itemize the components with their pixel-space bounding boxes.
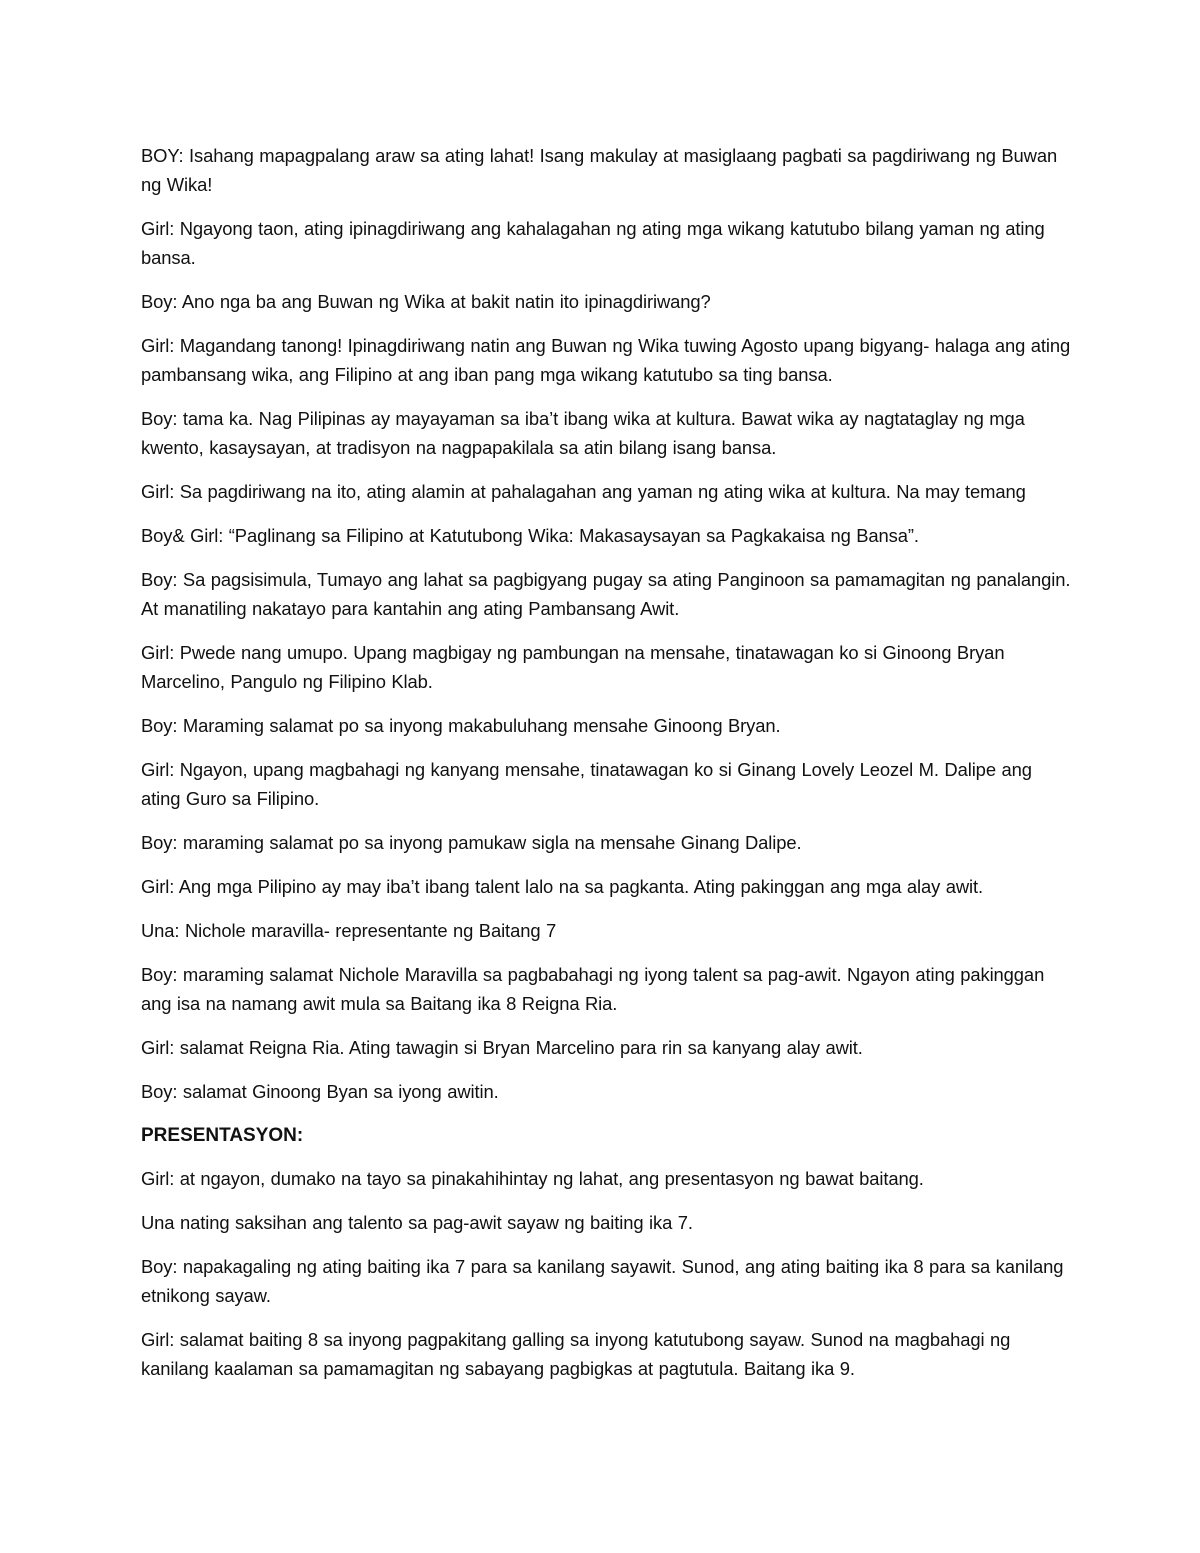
paragraph-girl-thanks-reigna: Girl: salamat Reigna Ria. Ating tawagin si Bryan Marcelino para rin sa kanyang alay awit. [141, 1037, 863, 1058]
paragraph-boy-greeting: BOY: Isahang mapagpalang araw sa ating lahat! Isang makulay at masiglaang pagbati sa pagdiriwang ng Buwan ng Wika! [141, 145, 1058, 195]
paragraph-girl-this-year: Girl: Ngayong taon, ating ipinagdiriwang ang kahalagahan ng ating mga wikang katutubo bilang yaman ng ating bansa. [141, 218, 1045, 268]
paragraph-boy-grade-8: Boy: napakagaling ng ating baiting ika 7 para sa kanilang sayawit. Sunod, ang ating baiting ika 8 para sa kanilang etnikong sayaw. [141, 1256, 1064, 1306]
paragraph-girl-songs: Girl: Ang mga Pilipino ay may iba’t ibang talent lalo na sa pagkanta. Ating pakinggan ang mga alay awit. [141, 876, 984, 897]
paragraph-grade-7: Una nating saksihan ang talento sa pag-awit sayaw ng baiting ika 7. [141, 1212, 693, 1233]
paragraph-boy-prayer: Boy: Sa pagsisimula, Tumayo ang lahat sa pagbigyang pugay sa ating Panginoon sa pamamagitan ng panalangin. At manatiling nakatayo para kantahin ang ating Pambansang Awit. [141, 569, 1071, 619]
paragraph-boy-thanks-byan: Boy: salamat Ginoong Byan sa iyong awitin. [141, 1081, 499, 1102]
paragraph-first-performer: Una: Nichole maravilla- representante ng Baitang 7 [141, 920, 557, 941]
paragraph-boy-thanks-nichole: Boy: maraming salamat Nichole Maravilla sa pagbabahagi ng iyong talent sa pag-awit. Ngayon ating pakinggan ang isa na namang awit mula sa Baitang ika 8 Reigna Ria. [141, 964, 1045, 1014]
paragraph-girl-answer: Girl: Magandang tanong! Ipinagdiriwang natin ang Buwan ng Wika tuwing Agosto upang bigyang- halaga ang ating pambansang wika, ang Filipino at ang iban pang mga wikang katutubo sa ting bansa. [141, 335, 1071, 385]
document-body [141, 141, 1071, 1398]
paragraph-girl-grade-9: Girl: salamat baiting 8 sa inyong pagpakitang galling sa inyong katutubong sayaw. Sunod na magbahagi ng kanilang kaalaman sa pamamagitan ng sabayang pagbigkas at pagtutula. Baitang ika 9. [141, 1329, 1011, 1379]
paragraph-girl-theme-intro: Girl: Sa pagdiriwang na ito, ating alamin at pahalagahan ang yaman ng ating wika at kultura. Na may temang [141, 481, 1026, 502]
paragraph-boy-question: Boy: Ano nga ba ang Buwan ng Wika at bakit natin ito ipinagdiriwang? [141, 291, 711, 312]
paragraph-boy-culture: Boy: tama ka. Nag Pilipinas ay mayayaman sa iba’t ibang wika at kultura. Bawat wika ay nagtataglay ng mga kwento, kasaysayan, at tradisyon na nagpapakilala sa atin bilang isang bansa. [141, 408, 1025, 458]
paragraph-girl-presentations: Girl: at ngayon, dumako na tayo sa pinakahihintay ng lahat, ang presentasyon ng bawat baitang. [141, 1168, 924, 1189]
paragraph-girl-opening-message: Girl: Pwede nang umupo. Upang magbigay ng pambungan na mensahe, tinatawagan ko si Ginoong Bryan Marcelino, Pangulo ng Filipino Klab. [141, 642, 1005, 692]
section-heading-presentasyon: PRESENTASYON: [141, 1125, 304, 1146]
paragraph-boy-thanks-bryan: Boy: Maraming salamat po sa inyong makabuluhang mensahe Ginoong Bryan. [141, 715, 781, 736]
paragraph-boy-thanks-dalipe: Boy: maraming salamat po sa inyong pamukaw sigla na mensahe Ginang Dalipe. [141, 832, 802, 853]
paragraph-theme: Boy& Girl: “Paglinang sa Filipino at Katutubong Wika: Makasaysayan sa Pagkakaisa ng Bansa”. [141, 525, 919, 546]
paragraph-girl-teacher-message: Girl: Ngayon, upang magbahagi ng kanyang mensahe, tinatawagan ko si Ginang Lovely Leozel M. Dalipe ang ating Guro sa Filipino. [141, 759, 1032, 809]
